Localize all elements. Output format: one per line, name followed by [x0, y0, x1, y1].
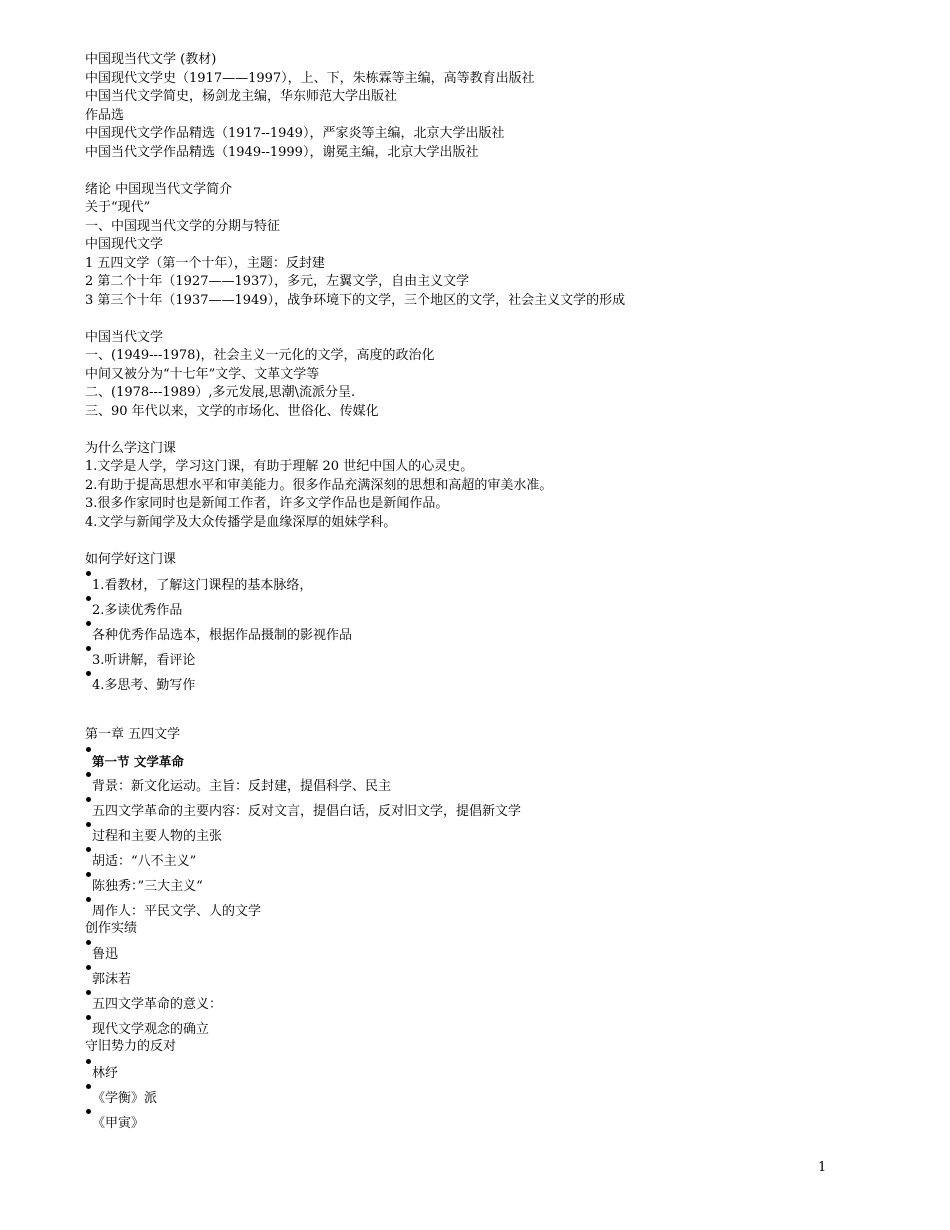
text-line: 2.有助于提高思想水平和审美能力。很多作品充满深刻的思想和高超的审美水准。 [85, 477, 553, 493]
bullet-icon [86, 990, 91, 995]
list-item: 胡适：“八不主义” [85, 845, 885, 870]
textbook-line: 中国当代文学简史，杨剑龙主编，华东师范大学出版社 [85, 89, 398, 104]
bullet-icon [86, 646, 91, 651]
list-item: 现代文学观念的确立 [85, 1013, 885, 1038]
subheading: 创作实绩 [85, 920, 138, 936]
document-body [85, 51, 885, 1132]
textbook-line: 中国现代文学作品精选（1917--1949），严家炎等主编，北京大学出版社 [85, 126, 505, 141]
list-item: 《学衡》派 [85, 1082, 885, 1107]
list-item [85, 745, 885, 770]
bullet-icon [86, 571, 91, 576]
list-item: 五四文学革命的主要内容：反对文言，提倡白话，反对旧文学，提倡新文学 [85, 795, 885, 820]
bullet-icon [86, 1109, 91, 1114]
chapter-title: 第一章 五四文学 [85, 727, 181, 742]
list-item: 背景：新文化运动。主旨：反封建，提倡科学、民主 [85, 770, 885, 795]
list-item: 周作人：平民文学、人的文学 [85, 895, 885, 920]
why-heading: 为什么学这门课 [85, 440, 177, 456]
list-item: 2.多读优秀作品 [85, 594, 885, 619]
list-item: 4.多思考、勤写作 [85, 669, 885, 694]
textbooks-heading: 中国现当代文学 (教材) [85, 52, 217, 67]
text-line: 一、(1949---1978)，社会主义一元化的文学，高度的政治化 [85, 348, 435, 363]
list-item: 3.听讲解，看评论 [85, 644, 885, 669]
text-line: 1.文学是人学，学习这门课，有助于理解 20 世纪中国人的心灵史。 [85, 459, 474, 474]
text-line: 3 第三个十年（1937——1949），战争环境下的文学，三个地区的文学，社会主义文学的形成 [85, 292, 626, 308]
text-line: 一、中国现当代文学的分期与特征 [85, 218, 281, 234]
bullet-icon [86, 897, 91, 902]
text-line: 4.文学与新闻学及大众传播学是血缘深厚的姐妹学科。 [85, 514, 397, 530]
bullet-icon [86, 1059, 91, 1064]
bullet-icon [86, 747, 91, 752]
bullet-icon [86, 797, 91, 802]
bullet-icon [86, 822, 91, 827]
bullet-icon [86, 1084, 91, 1089]
list-item: 1.看教材，了解这门课程的基本脉络， [85, 569, 885, 594]
bullet-icon [86, 965, 91, 970]
list-item: 郭沫若 [85, 963, 885, 988]
list-item: 鲁迅 [85, 938, 885, 963]
anthology-heading: 作品选 [85, 107, 125, 123]
text-line: 中间又被分为“十七年”文学、文革文学等 [85, 366, 320, 382]
list-item: 过程和主要人物的主张 [85, 820, 885, 845]
textbook-line: 中国当代文学作品精选（1949--1999），谢冕主编，北京大学出版社 [85, 144, 479, 160]
section-title: 第一节 文学革命 [92, 753, 184, 769]
text-line: 三、90 年代以来，文学的市场化、世俗化、传媒化 [85, 403, 379, 419]
bullet-icon [86, 772, 91, 777]
how-heading: 如何学好这门课 [85, 551, 177, 567]
bullet-icon [86, 847, 91, 852]
subheading: 守旧势力的反对 [85, 1039, 177, 1054]
bullet-icon [86, 940, 91, 945]
intro-title: 绪论 中国现当代文学简介 [85, 181, 233, 197]
list-item: 五四文学革命的意义： [85, 988, 885, 1013]
bullet-icon [86, 671, 91, 676]
text-line: 中国现代文学 [85, 237, 164, 252]
text-line: 中国当代文学 [85, 329, 164, 345]
list-item: 各种优秀作品选本，根据作品摄制的影视作品 [85, 619, 885, 644]
text-line: 2 第二个十年（1927——1937），多元，左翼文学，自由主义文学 [85, 274, 470, 289]
list-item: 《甲寅》 [85, 1107, 885, 1132]
text-line: 3.很多作家同时也是新闻工作者，许多文学作品也是新闻作品。 [85, 496, 449, 511]
text-line: 1 五四文学（第一个十年），主题：反封建 [85, 255, 325, 271]
textbook-line: 中国现代文学史（1917——1997），上、下，朱栋霖等主编，高等教育出版社 [85, 70, 535, 86]
bullet-icon [86, 621, 91, 626]
list-item: 林纾 [85, 1057, 885, 1082]
bullet-icon [86, 872, 91, 877]
page-number: 1 [818, 1160, 827, 1175]
list-item: 陈独秀：”三大主义“ [85, 870, 885, 895]
text-line: 二、(1978---1989）,多元发展,思潮\流派分呈. [85, 385, 356, 400]
text-line: 关于“现代” [85, 200, 151, 215]
bullet-icon [86, 596, 91, 601]
bullet-icon [86, 1015, 91, 1020]
